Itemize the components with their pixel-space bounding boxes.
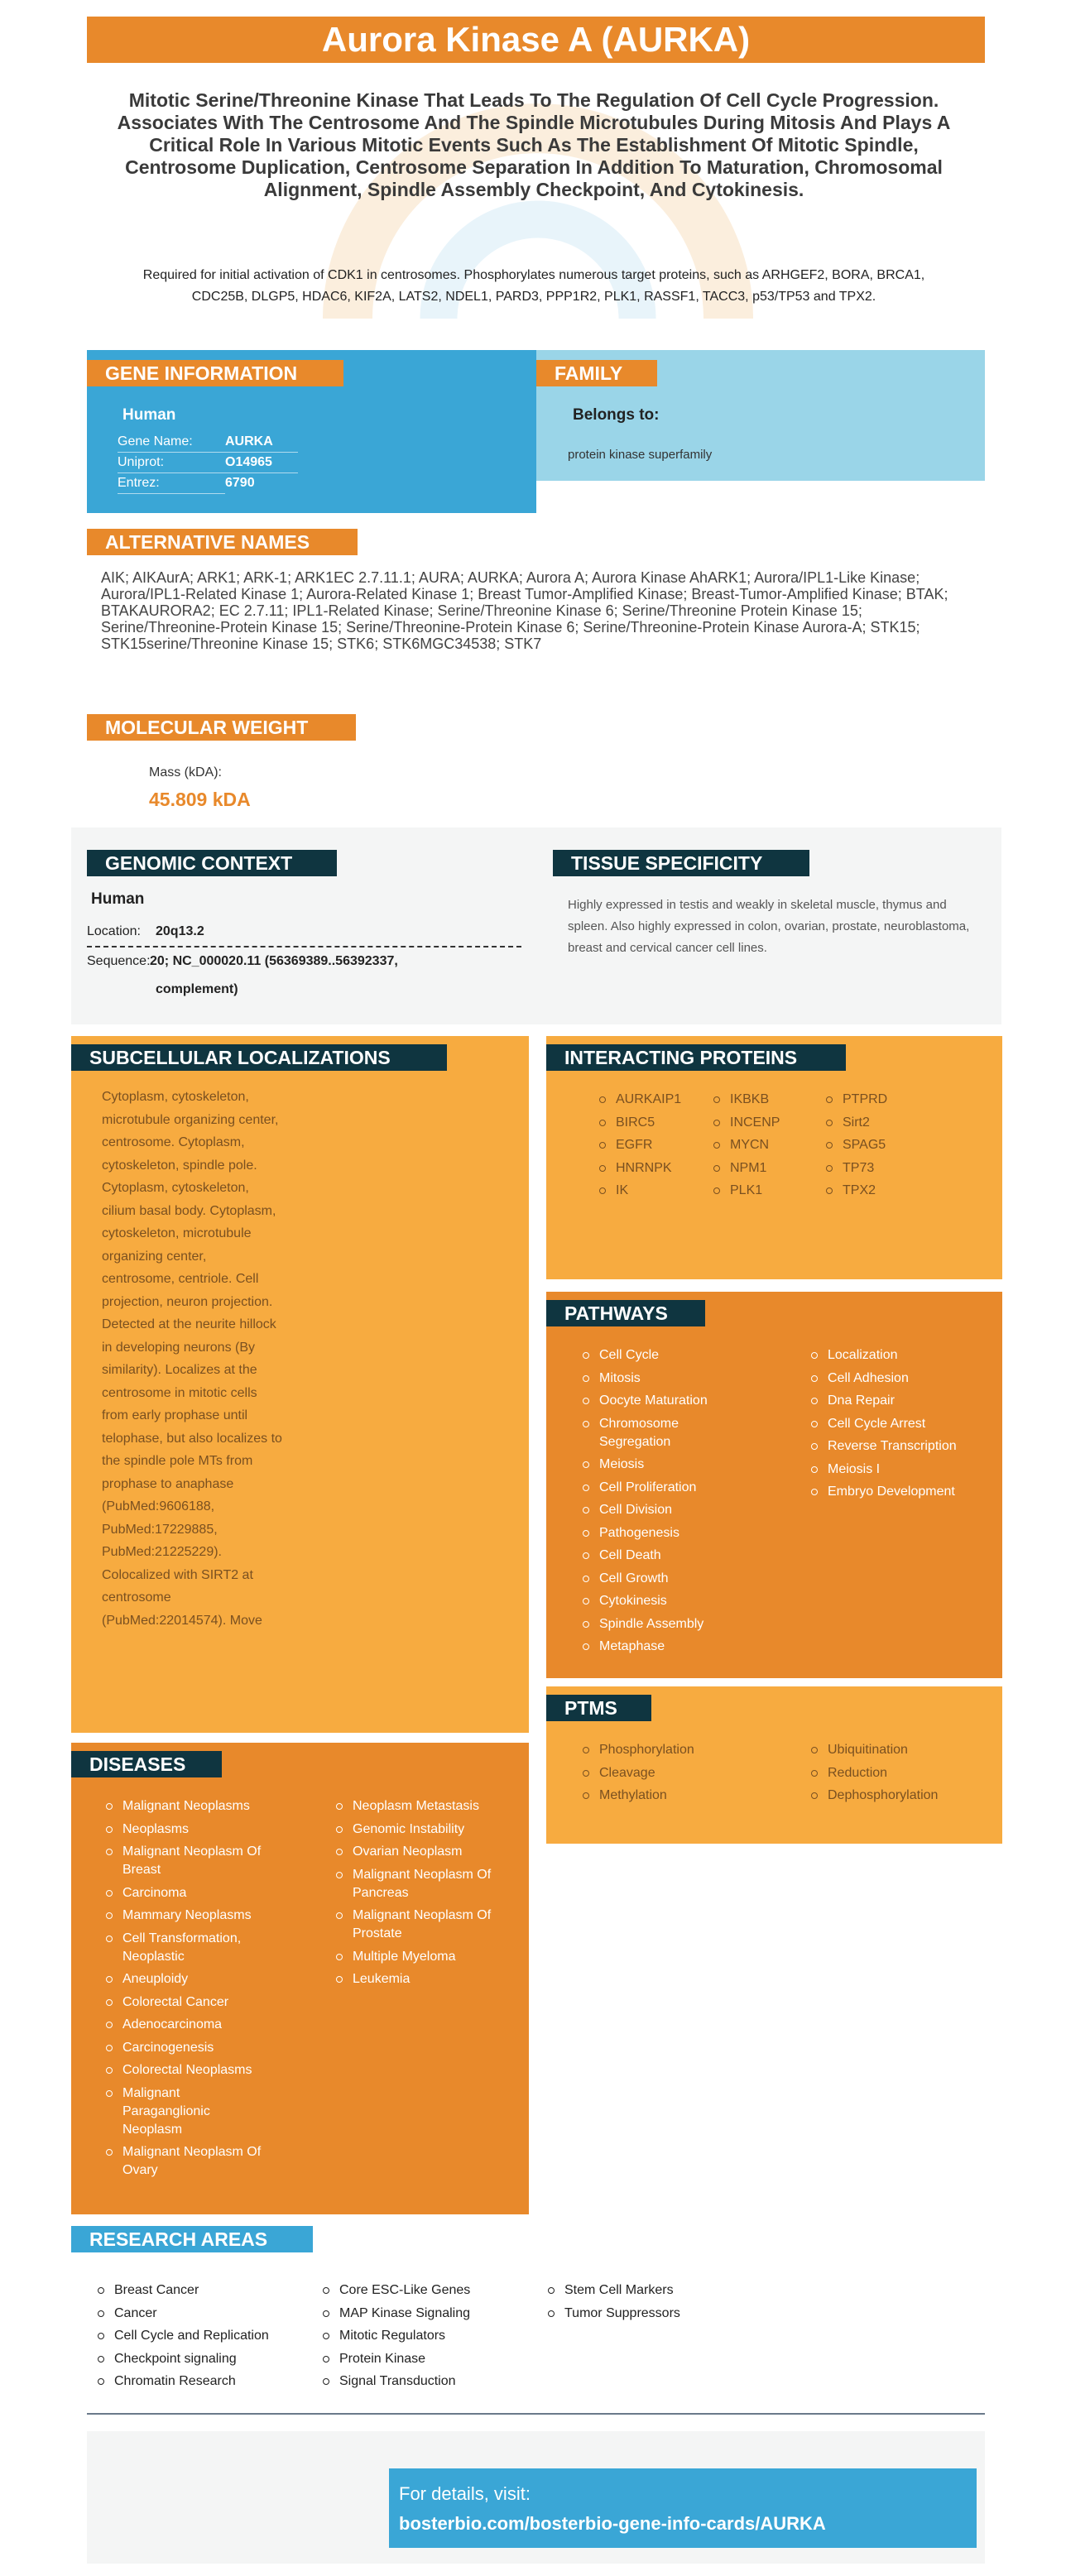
list-item: Carcinogenesis	[104, 2039, 303, 2057]
genomic-species: Human	[91, 890, 145, 908]
list-item: Checkpoint signaling	[96, 2350, 269, 2368]
ptms-panel	[546, 1686, 1002, 1844]
list-item: Cancer	[96, 2305, 269, 2323]
gene-info-table	[118, 432, 298, 494]
list-item: Cytokinesis	[581, 1592, 738, 1610]
gene-info-header: GENE INFORMATION	[87, 360, 343, 386]
list-item: Meiosis	[581, 1456, 738, 1474]
list-item: MYCN	[712, 1136, 780, 1154]
pathways-col2	[809, 1346, 992, 1506]
list-item: SPAG5	[824, 1136, 887, 1154]
list-item: Adenocarcinoma	[104, 2016, 303, 2034]
list-item: Cell Cycle and Replication	[96, 2327, 269, 2345]
list-item: Dna Repair	[809, 1392, 992, 1410]
list-item: Stem Cell Markers	[546, 2281, 680, 2300]
diseases-col2	[334, 1797, 526, 1993]
family-panel	[536, 350, 985, 481]
list-item: Localization	[809, 1346, 992, 1365]
diseases-panel	[71, 1743, 529, 2214]
list-item: Embryo Development	[809, 1483, 992, 1501]
list-item: Malignant Neoplasms	[104, 1797, 303, 1816]
list-item: Pathogenesis	[581, 1524, 738, 1542]
gene-info-species: Human	[122, 406, 176, 424]
research-areas-col2	[321, 2281, 470, 2396]
tissue-specificity-header: TISSUE SPECIFICITY	[553, 850, 809, 876]
list-item: Meiosis I	[809, 1461, 992, 1479]
list-item: PLK1	[712, 1182, 780, 1200]
mass-label: Mass (kDA):	[149, 765, 222, 780]
list-item: Spindle Assembly	[581, 1615, 738, 1633]
research-areas-col1	[96, 2281, 269, 2396]
list-item: Protein Kinase	[321, 2350, 470, 2368]
interacting-proteins-col1	[598, 1091, 681, 1205]
sequence-label: Sequence:	[87, 954, 151, 968]
list-item: Cell Transformation, Neoplastic	[104, 1930, 286, 1966]
list-item: MAP Kinase Signaling	[321, 2305, 470, 2323]
list-item: Oocyte Maturation	[581, 1392, 738, 1410]
list-item: Neoplasms	[104, 1820, 303, 1839]
list-item: Malignant Neoplasm Of Breast	[104, 1843, 286, 1879]
subcellular-header: SUBCELLULAR LOCALIZATIONS	[71, 1044, 447, 1071]
details-label: For details, visit:	[399, 2483, 531, 2504]
list-item: Metaphase	[581, 1638, 738, 1656]
list-item: NPM1	[712, 1159, 780, 1178]
list-item: Genomic Instability	[334, 1820, 526, 1839]
list-item: Malignant Neoplasm Of Prostate	[334, 1907, 526, 1943]
list-item: Methylation	[581, 1787, 694, 1805]
list-item: Chromosome Segregation	[581, 1415, 738, 1451]
family-value: protein kinase superfamily	[568, 448, 713, 462]
list-item: Cell Growth	[581, 1570, 738, 1588]
list-item: TPX2	[824, 1182, 887, 1200]
sequence-value-2: complement)	[156, 982, 238, 996]
genomic-divider	[87, 946, 521, 947]
ptms-col1	[581, 1741, 694, 1810]
list-item: Cell Cycle Arrest	[809, 1415, 992, 1433]
details-url[interactable]: bosterbio.com/bosterbio-gene-info-cards/AURKA	[399, 2513, 826, 2534]
list-item: Signal Transduction	[321, 2372, 470, 2391]
gene-summary: Mitotic Serine/Threonine Kinase That Leads To The Regulation Of Cell Cycle Progression. Associates With The Centrosome And The Spindle Microtubules During Mitosis And Plays A Critical Role In Various Mitotic Events Such As The Establishment Of Mitotic Spindle, Centrosome Duplication, Centrosome Separation In Addition To Maturation, Chromosomal Alignment, Spindle Assembly Checkpoint, And Cytokinesis.	[117, 89, 951, 200]
interacting-proteins-panel	[546, 1036, 1002, 1279]
list-item: Mitosis	[581, 1370, 738, 1388]
pathways-header: PATHWAYS	[546, 1300, 705, 1326]
details-link-box[interactable]	[389, 2468, 977, 2548]
list-item: Aneuploidy	[104, 1970, 303, 1988]
uniprot-row: Uniprot: O14965	[118, 453, 298, 473]
diseases-col1	[104, 1797, 303, 2185]
alternative-names-text: AIK; AIKAurA; ARK1; ARK-1; ARK1EC 2.7.11.1; AURA; AURKA; Aurora A; Aurora Kinase AhARK1; Aurora/IPL1-Like Kinase; Aurora/IPL1-Related Kinase 1; Aurora-Related Kinase 1; Breast Tumor-Amplified Kinase; Breast-Tumor-Amplified Kinase; BTAK; BTAKAURORA2; EC 2.7.11; IPL1-Related Kinase; Serine/Threonine Kinase 6; Serine/Threonine Protein Kinase 15; Serine/Threonine-Protein Kinase 15; Serine/Threonine-Protein Kinase 6; Serine/Threonine-Protein Kinase Aurora-A; STK15; STK15serine/Threonine Kinase 15; STK6; STK6MGC34538; STK7	[101, 569, 948, 652]
list-item: BIRC5	[598, 1114, 681, 1132]
list-item: Cell Division	[581, 1501, 738, 1519]
list-item: Tumor Suppressors	[546, 2305, 680, 2323]
list-item: Leukemia	[334, 1970, 526, 1988]
list-item: IK	[598, 1182, 681, 1200]
list-item: EGFR	[598, 1136, 681, 1154]
location-value: 20q13.2	[156, 924, 204, 938]
genomic-context-header: GENOMIC CONTEXT	[87, 850, 337, 876]
pathways-col1	[581, 1346, 738, 1661]
molecular-weight-header: MOLECULAR WEIGHT	[87, 714, 356, 741]
list-item: PTPRD	[824, 1091, 887, 1109]
ptms-header: PTMS	[546, 1695, 651, 1721]
list-item: Chromatin Research	[96, 2372, 269, 2391]
list-item: Cleavage	[581, 1764, 694, 1782]
list-item: Cell Death	[581, 1547, 738, 1565]
interacting-proteins-col2	[712, 1091, 780, 1205]
list-item: HNRNPK	[598, 1159, 681, 1178]
list-item: Colorectal Cancer	[104, 1993, 303, 2012]
gene-name-row: Gene Name: AURKA	[118, 432, 298, 453]
interacting-proteins-col3	[824, 1091, 887, 1205]
list-item: Mammary Neoplasms	[104, 1907, 303, 1925]
list-item: Cell Adhesion	[809, 1370, 992, 1388]
list-item: Dephosphorylation	[809, 1787, 938, 1805]
list-item: Reverse Transcription	[809, 1437, 992, 1456]
list-item: Cell Proliferation	[581, 1479, 738, 1497]
tissue-specificity-text: Highly expressed in testis and weakly in skeletal muscle, thymus and spleen. Also highly expressed in colon, ovarian, prostate, neuroblastoma, breast and cervical cancer cell lines.	[568, 898, 970, 955]
list-item: AURKAIP1	[598, 1091, 681, 1109]
alternative-names-header: ALTERNATIVE NAMES	[87, 529, 358, 555]
subcellular-panel	[71, 1036, 529, 1733]
interacting-proteins-header: INTERACTING PROTEINS	[546, 1044, 846, 1071]
mass-value: 45.809 kDA	[149, 789, 251, 810]
list-item: Malignant Neoplasm Of Pancreas	[334, 1866, 526, 1902]
research-areas-col3	[546, 2281, 680, 2327]
footer-divider	[87, 2413, 985, 2415]
list-item: Colorectal Neoplasms	[104, 2061, 303, 2080]
list-item: Cell Cycle	[581, 1346, 738, 1365]
diseases-header: DISEASES	[71, 1751, 222, 1777]
list-item: Core ESC-Like Genes	[321, 2281, 470, 2300]
list-item: TP73	[824, 1159, 887, 1178]
sequence-value: 20; NC_000020.11 (56369389..56392337,	[150, 954, 398, 968]
entrez-row: Entrez: 6790	[118, 473, 298, 494]
research-areas-header: RESEARCH AREAS	[71, 2226, 313, 2252]
family-header: FAMILY	[536, 360, 657, 386]
list-item: INCENP	[712, 1114, 780, 1132]
list-item: Ubiquitination	[809, 1741, 938, 1759]
pathways-panel	[546, 1292, 1002, 1678]
list-item: Reduction	[809, 1764, 938, 1782]
page-title: Aurora Kinase A (AURKA)	[87, 17, 985, 63]
list-item: Ovarian Neoplasm	[334, 1843, 526, 1861]
ptms-col2	[809, 1741, 938, 1810]
subcellular-text: Cytoplasm, cytoskeleton, microtubule organizing center, centrosome. Cytoplasm, cytoskeleton, spindle pole. Cytoplasm, cytoskeleton, cilium basal body. Cytoplasm, cytoskeleton, microtubule organizing center, centrosome, centriole. Cell projection, neuron projection. Detected at the neurite hillock in developing neurons (By similarity). Localizes at the centrosome in mitotic cells from early prophase until telophase, but also localizes to the spindle pole MTs from prophase to anaphase (PubMed:9606188, PubMed:17229885, PubMed:21225229). Colocalized with SIRT2 at centrosome (PubMed:22014574). Move	[102, 1090, 282, 1628]
family-belongs-label: Belongs to:	[573, 406, 660, 424]
gene-info-panel	[87, 350, 536, 513]
list-item: IKBKB	[712, 1091, 780, 1109]
list-item: Malignant Neoplasm Of Ovary	[104, 2143, 286, 2180]
list-item: Phosphorylation	[581, 1741, 694, 1759]
list-item: Multiple Myeloma	[334, 1948, 526, 1966]
list-item: Malignant Paraganglionic Neoplasm	[104, 2084, 228, 2139]
list-item: Neoplasm Metastasis	[334, 1797, 526, 1816]
location-label: Location:	[87, 924, 141, 938]
list-item: Carcinoma	[104, 1884, 303, 1902]
list-item: Sirt2	[824, 1114, 887, 1132]
list-item: Mitotic Regulators	[321, 2327, 470, 2345]
list-item: Breast Cancer	[96, 2281, 269, 2300]
gene-function: Required for initial activation of CDK1 in centrosomes. Phosphorylates numerous target proteins, such as ARHGEF2, BORA, BRCA1, CDC25B, DLGP5, HDAC6, KIF2A, LATS2, NDEL1, PARD3, PPP1R2, PLK1, RASSF1, TACC3, p53/TP53 and TPX2.	[142, 268, 925, 304]
